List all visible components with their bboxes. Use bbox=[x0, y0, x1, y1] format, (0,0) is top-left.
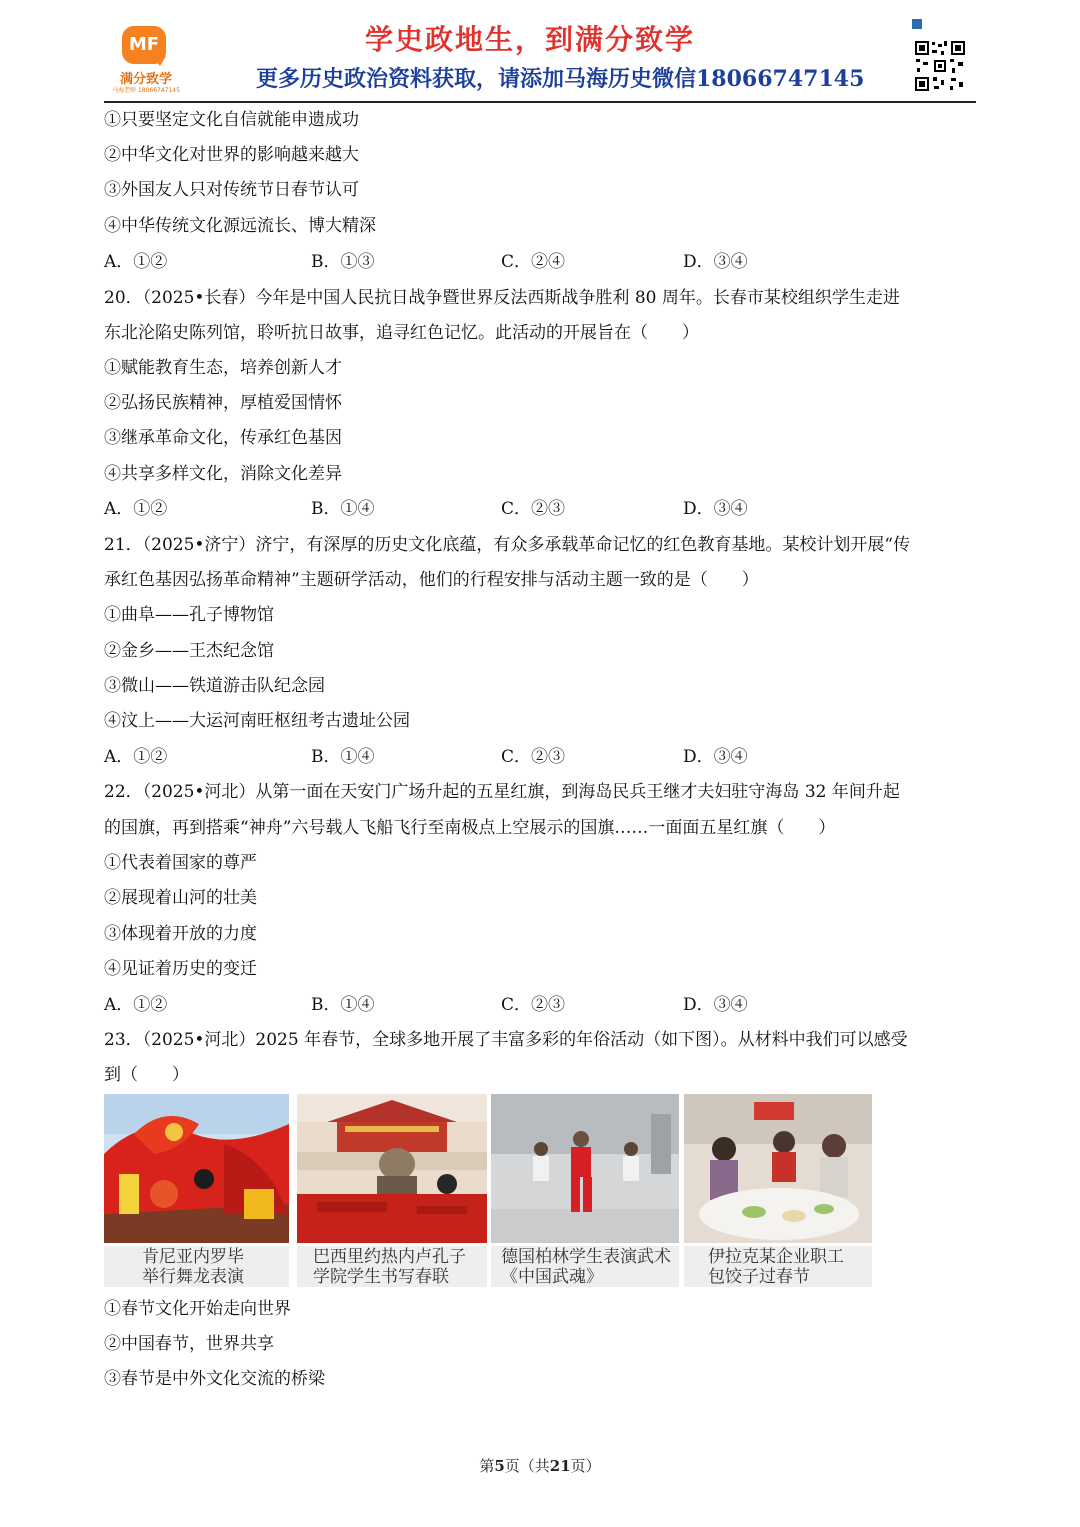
spring-couplets-image bbox=[297, 1094, 487, 1243]
option-a: A．①② bbox=[104, 747, 168, 767]
photo-caption bbox=[491, 1246, 679, 1287]
caption-line: 举行舞龙表演 bbox=[142, 1267, 244, 1287]
header-rule bbox=[104, 101, 976, 103]
q22-item: ①代表着国家的尊严 bbox=[104, 853, 257, 873]
new-year-photo-strip bbox=[104, 1094, 872, 1287]
option-c: C．②③ bbox=[501, 499, 566, 519]
photo-caption bbox=[104, 1246, 289, 1287]
q23-item: ①春节文化开始走向世界 bbox=[104, 1299, 291, 1319]
q22-item: ④见证着历史的变迁 bbox=[104, 959, 257, 979]
q23-stem: 到（ ） bbox=[104, 1065, 189, 1085]
photo-dumplings bbox=[684, 1094, 872, 1287]
caption-line: 包饺子过春节 bbox=[708, 1267, 810, 1287]
q19-item: ②中华文化对世界的影响越来越大 bbox=[104, 145, 359, 165]
option-a: A．①② bbox=[104, 252, 168, 272]
option-d: D．③④ bbox=[683, 499, 748, 519]
page-header bbox=[0, 0, 1080, 104]
q23-item: ③春节是中外文化交流的桥梁 bbox=[104, 1369, 325, 1389]
option-c: C．②③ bbox=[501, 995, 566, 1015]
photo-caption bbox=[684, 1246, 872, 1287]
logo-name: 满分致学 bbox=[119, 72, 172, 87]
option-c: C．②④ bbox=[501, 252, 566, 272]
q19-item: ①只要坚定文化自信就能申遗成功 bbox=[104, 110, 359, 130]
caption-line: 学院学生书写春联 bbox=[313, 1267, 449, 1287]
photo-caption bbox=[297, 1246, 487, 1287]
q20-item: ④共享多样文化，消除文化差异 bbox=[104, 464, 342, 484]
footer-prefix: 第 bbox=[479, 1457, 495, 1475]
header-title: 学史政地生，到满分致学 bbox=[364, 23, 695, 56]
q19-item: ③外国友人只对传统节日春节认可 bbox=[104, 180, 359, 200]
option-b: B．①④ bbox=[311, 747, 375, 767]
option-b: B．①④ bbox=[311, 995, 375, 1015]
q22-stem: 22．（2025•河北）从第一面在天安门广场升起的五星红旗，到海岛民兵王继才夫妇驻守海岛 32 年间升起 bbox=[104, 782, 900, 802]
footer-middle: 页（共 bbox=[504, 1457, 550, 1475]
q20-stem: 20．（2025•长春）今年是中国人民抗日战争暨世界反法西斯战争胜利 80 周年。长春市某校组织学生走进 bbox=[104, 288, 900, 308]
option-b: B．①③ bbox=[311, 252, 375, 272]
option-d: D．③④ bbox=[683, 995, 748, 1015]
page-number: 5 bbox=[494, 1457, 505, 1475]
option-b: B．①④ bbox=[311, 499, 375, 519]
photo-martial-arts bbox=[491, 1094, 679, 1287]
page-footer bbox=[0, 1455, 1080, 1476]
option-a: A．①② bbox=[104, 995, 168, 1015]
caption-line: 巴西里约热内卢孔子 bbox=[313, 1247, 466, 1267]
q21-item: ④汶上——大运河南旺枢纽考古遗址公园 bbox=[104, 711, 410, 731]
brand-logo bbox=[112, 26, 180, 94]
martial-arts-image bbox=[491, 1094, 679, 1243]
q22-item: ②展现着山河的壮美 bbox=[104, 888, 257, 908]
qr-code-icon bbox=[914, 40, 966, 92]
q21-item: ①曲阜——孔子博物馆 bbox=[104, 605, 274, 625]
option-d: D．③④ bbox=[683, 252, 748, 272]
q20-item: ①赋能教育生态，培养创新人才 bbox=[104, 358, 342, 378]
q20-stem: 东北沦陷史陈列馆，聆听抗日故事，追寻红色记忆。此活动的开展旨在（ ） bbox=[104, 323, 699, 343]
caption-line: 德国柏林学生表演武术 bbox=[501, 1247, 671, 1267]
q23-stem: 23．（2025•河北）2025 年春节，全球多地开展了丰富多彩的年俗活动（如下图）。从材料中我们可以感受 bbox=[104, 1030, 908, 1050]
q20-item: ③继承革命文化，传承红色基因 bbox=[104, 428, 342, 448]
dragon-dance-image bbox=[104, 1094, 289, 1243]
q21-item: ②金乡——王杰纪念馆 bbox=[104, 641, 274, 661]
option-a: A．①② bbox=[104, 499, 168, 519]
q19-item: ④中华传统文化源远流长、博大精深 bbox=[104, 216, 376, 236]
logo-badge: MF bbox=[122, 26, 166, 64]
q23-item: ②中国春节，世界共享 bbox=[104, 1334, 274, 1354]
q21-stem: 承红色基因弘扬革命精神”主题研学活动，他们的行程安排与活动主题一致的是（ ） bbox=[104, 570, 759, 590]
q22-stem: 的国旗，再到搭乘“神舟”六号载人飞船飞行至南极点上空展示的国旗……一面面五星红旗（ ） bbox=[104, 818, 836, 838]
dumplings-image bbox=[684, 1094, 872, 1243]
option-c: C．②③ bbox=[501, 747, 566, 767]
q22-item: ③体现着开放的力度 bbox=[104, 924, 257, 944]
photo-spring-couplets bbox=[297, 1094, 487, 1287]
footer-suffix: 页） bbox=[570, 1457, 601, 1475]
caption-line: 伊拉克某企业职工 bbox=[708, 1247, 844, 1267]
photo-dragon-dance bbox=[104, 1094, 289, 1287]
logo-sub: 马海老师 18066747145 bbox=[112, 87, 180, 94]
header-subtitle: 更多历史政治资料获取，请添加马海历史微信18066747145 bbox=[256, 66, 865, 92]
page-total: 21 bbox=[549, 1457, 571, 1475]
caption-line: 肯尼亚内罗毕 bbox=[142, 1247, 244, 1267]
q21-stem: 21．（2025•济宁）济宁，有深厚的历史文化底蕴，有众多承载革命记忆的红色教育基地。某校计划开展“传 bbox=[104, 535, 911, 555]
option-d: D．③④ bbox=[683, 747, 748, 767]
q21-item: ③微山——铁道游击队纪念园 bbox=[104, 676, 325, 696]
qr-code bbox=[912, 18, 968, 94]
q20-item: ②弘扬民族精神，厚植爱国情怀 bbox=[104, 393, 342, 413]
caption-line: 《中国武魂》 bbox=[501, 1267, 603, 1287]
